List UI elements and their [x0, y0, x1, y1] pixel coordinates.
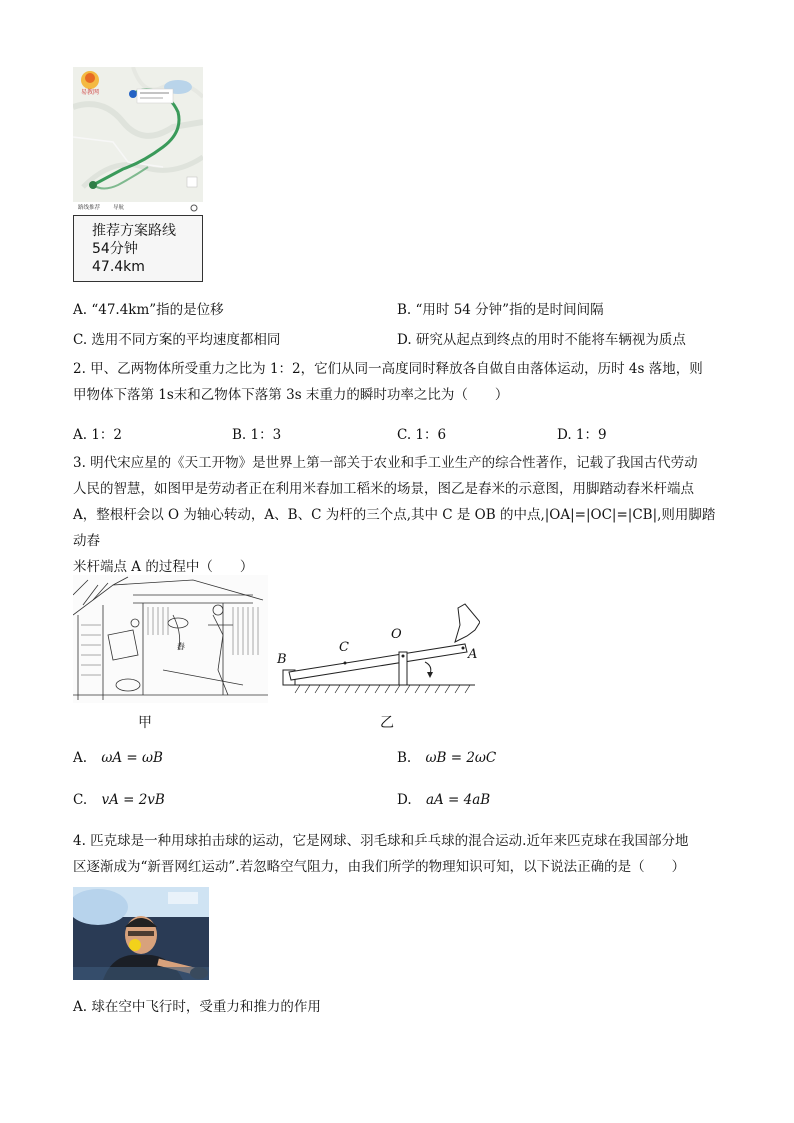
q3-line2: 人民的智慧，如图甲是劳动者正在利用米舂加工稻米的场景，图乙是舂米的示意图，用脚踏动舂米杆端点: [73, 481, 694, 497]
route-summary-box: [73, 215, 203, 282]
q1-option-b: B. “用时 54 分钟”指的是时间间隔: [397, 302, 604, 318]
label-A: A: [468, 647, 478, 662]
route-distance: 47.4km: [92, 259, 145, 275]
q2-line2: 甲物体下落第 1s末和乙物体下落第 3s 末重力的瞬时功率之比为（ ）: [73, 387, 509, 403]
q3-option-a: [73, 750, 163, 766]
q3-option-c-expr: vA = 2vB: [101, 792, 165, 808]
engraving-char: 舂: [177, 642, 185, 651]
q2-option-b: B. 1：3: [232, 427, 282, 443]
caption-jia: 甲: [138, 715, 152, 731]
q3-option-d-prefix: D.: [397, 792, 412, 808]
map-logo-text: 易教网: [81, 89, 100, 96]
q3-line4: 米杆端点 A 的过程中（ ）: [73, 559, 254, 575]
photo-graphic: [73, 887, 209, 980]
q4-line1: 4. 匹克球是一种用球拍击球的运动，它是网球、羽毛球和乒乓球的混合运动.近年来匹克球在我国部分地: [73, 833, 689, 849]
map-bottom-tag: 路线推荐: [78, 205, 101, 211]
q4-option-a: A. 球在空中飞行时，受重力和推力的作用: [73, 999, 321, 1015]
q2-option-a: A. 1：2: [73, 427, 123, 443]
q1-option-a: A. “47.4km”指的是位移: [73, 302, 224, 318]
q3-option-b: [397, 750, 496, 766]
q3-option-a-prefix: A.: [73, 750, 88, 766]
q1-option-d: D. 研究从起点到终点的用时不能将车辆视为质点: [397, 332, 686, 348]
q1-option-c: C. 选用不同方案的平均速度都相同: [73, 332, 281, 348]
q3-option-a-expr: ωA = ωB: [101, 750, 163, 766]
route-title: 推荐方案路线: [92, 223, 176, 239]
q3-option-c-prefix: C.: [73, 792, 88, 808]
q3-option-d: [397, 792, 490, 808]
q2-option-c: C. 1：6: [397, 427, 447, 443]
engraving-graphic: [73, 575, 268, 703]
q3-option-c: [73, 792, 165, 808]
q3-line3: A，整根杆会以 O 为轴心转动，A、B、C 为杆的三个点,其中 C 是 OB 的中点,|OA|=|OC|=|CB|,则用脚踏动舂: [73, 507, 716, 549]
q3-option-b-prefix: B.: [397, 750, 412, 766]
label-C: C: [339, 640, 349, 655]
q3-line1: 3. 明代宋应星的《天工开物》是世界上第一部关于农业和手工业生产的综合性著作，记载了我国古代劳动: [73, 455, 698, 471]
pickleball-player-photo: [73, 887, 209, 980]
q3-stem: [73, 450, 723, 580]
caption-yi: 乙: [380, 715, 394, 731]
ancient-rice-pounding-engraving: [73, 575, 268, 703]
lever-diagram: [275, 600, 480, 695]
q4-stem: [73, 828, 723, 880]
q3-option-d-expr: aA = 4aB: [425, 792, 491, 808]
q2-line1: 2. 甲、乙两物体所受重力之比为 1：2，它们从同一高度同时释放各自做自由落体运动，历时 4s 落地，则: [73, 361, 703, 377]
label-O: O: [391, 627, 402, 642]
q2-stem: [73, 356, 723, 408]
route-time: 54分钟: [92, 241, 138, 257]
q3-option-b-expr: ωB = 2ωC: [425, 750, 497, 766]
map-nav-label: 导航: [113, 205, 125, 211]
q2-option-d: D. 1：9: [557, 427, 607, 443]
route-map-image: [73, 67, 203, 215]
q4-line2: 区逐渐成为“新晋网红运动”.若忽略空气阻力，由我们所学的物理知识可知，以下说法正确的是（ ）: [73, 859, 686, 875]
label-B: B: [277, 652, 287, 667]
lever-graphic: [275, 600, 480, 695]
